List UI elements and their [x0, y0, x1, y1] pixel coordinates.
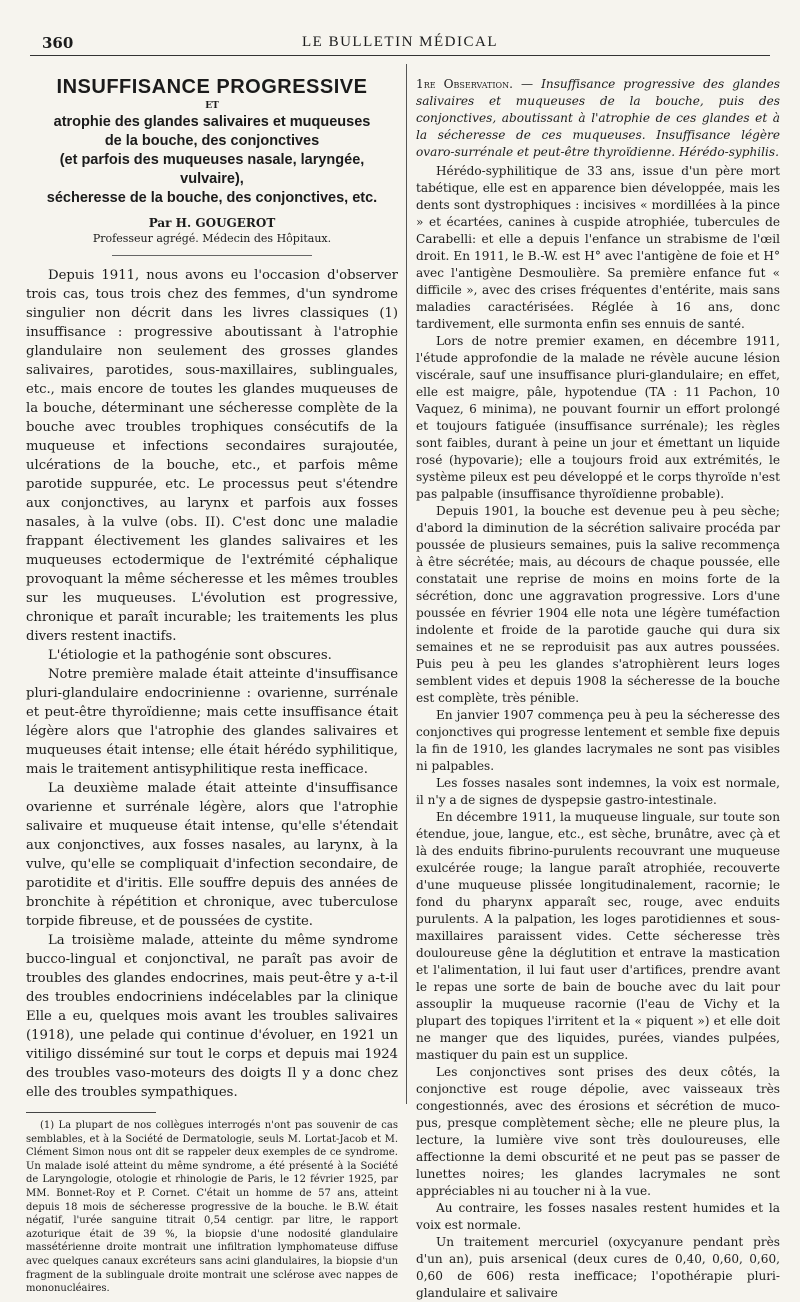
body-paragraph: Depuis 1911, nous avons eu l'occasion d'observer trois cas, tous trois chez des femmes, d'un syndrome singulier non décrit dans les livres classiques (1) insuffisance : progressive aboutissant à l'atrophie glandulaire non seulement des grosses glandes salivaires, parotides, sous-maxillaires, sublinguales, etc., mais encore de toutes les glandes muqueuses de la bouche, déterminant une sécheresse complète de la bouche avec troubles trophiques consécutifs de la muqueuse et infections secondaires surajoutée, ulcérations de la bouche, etc., et parfois même parotide suppurée, etc. Le processus peut s'étendre aux conjonctives, au larynx et parfois aux fosses nasales, à la vulve (obs. II). C'est donc une maladie frappant électivement les glandes salivaires et les muqueuses ectodermique de l'extrémité céphalique provoquant la même sécheresse et les mêmes troubles sur les muqueuses. L'évolution est progressive, chronique et paraît incurable; les traitements les plus divers restent inactifs.	[26, 268, 398, 644]
body-paragraph: En décembre 1911, la muqueuse linguale, sur toute son étendue, joue, langue, etc., est sèche, brunâtre, avec çà et là des enduits fibrino-purulents recouvrant une muqueuse exulcérée rouge; la langue paraît atrophiée, recouverte d'une muqueuse plissée longitudinalement, racornie; le fond du pharynx apparaît sec, rouge, avec enduits purulents. A la palpation, les loges parotidiennes et sous-maxillaires paraissent vides. Cette sécheresse très douloureuse gêne la déglutition et entrave la mastication et l'alimentation, il lui faut user d'artifices, prendre avant le repas une sorte de bain de bouche avec du lait pour assouplir la muqueuse racornie (l'eau de Vichy et la plupart des topiques l'irritent et la « piquent ») et elle doit ne manger que des liquides, purées, viandes pulpées, mastiquer du pain est un supplice.	[416, 810, 780, 1062]
observation-summary: — Insuffisance progressive des glandes salivaires et muqueuses de la bouche, puis des conjonctives, aboutissant à l'atrophie de ces glandes et à la sécheresse de ces muqueuses. Insuffisance légère ovaro-surrénale et peut-être thyroïdienne. Hérédo-syphilis.	[416, 77, 780, 159]
article-author: Par H. GOUGEROT	[148, 216, 276, 230]
body-paragraph: Lors de notre premier examen, en décembre 1911, l'étude approfondie de la malade ne révèle aucune lésion viscérale, sauf une insuffisance pluri-glandulaire; en effet, elle est maigre, pâle, hypotendue (TA : 11 Pachon, 10 Vaquez, 6 minima), ne pouvant fournir un effort prolongé et toujours fatiguée (insuffisance surrénale); les règles sont faibles, durant à peine un jour et émettant un liquide rosé (hypovarie); elle a toujours froid aux extrémités, le système pileux est peu développé et le corps thyroïde n'est pas palpable (insuffisance thyroïdienne probable).	[416, 334, 780, 501]
body-paragraph: Hérédo-syphilitique de 33 ans, issue d'un père mort tabétique, elle est en apparence bien développée, mais les dents sont dystrophiques : incisives « mordillées à la pince » et écartées, canines à cuspide atrophiée, tubercules de Carabelli: et elle a depuis l'enfance un strabisme de l'œil droit. En 1911, le B.-W. est H° avec l'antigène de foie et H° avec l'antigène Desmoulière. Sa première enfance fut « difficile », avec des crises fréquentes d'entérite, mais sans maladies caractérisées. Réglée à 16 ans, donc tardivement, elle surmonta enfin ses ennuis de santé.	[416, 164, 780, 331]
footnote: (1) La plupart de nos collègues interrogés n'ont pas souvenir de cas semblables, et à la Société de Dermatologie, seuls M. Lortat-Jacob et M. Clément Simon nous ont dit se rappeler deux exemples de ce syndrome. Un malade isolé atteint du même syndrome, a été présenté à la Société de Laryngologie, otologie et rhinologie de Paris, le 12 février 1925, par MM. Bonnet-Roy et P. Cornet. C'était un homme de 57 ans, atteint depuis 18 mois de sécheresse progressive de la bouche. le B.W. était négatif, l'urée sanguine titrait 0,54 centigr. par litre, le rapport azoturique était de 39 %, la biopsie d'une nodosité glandulaire massétérienne droite montrait une infiltration lymphomateuse diffuse avec quelques canaux excréteurs sans acini glandulaires, la biopsie d'un fragment de la sublinguale droite montrait une sclérose avec nappes de mononucléaires.	[26, 1120, 398, 1295]
footnote-rule	[26, 1112, 156, 1113]
body-paragraph: En janvier 1907 commença peu à peu la sécheresse des conjonctives qui progresse lentement et semble fixe depuis la fin de 1910, les glandes lacrymales ne sont pas visibles ni palpables.	[416, 708, 780, 773]
left-body-text	[26, 266, 398, 1102]
right-body-text	[416, 76, 780, 1302]
subtitle-line: sécheresse de la bouche, des conjonctives, etc.	[46, 190, 378, 206]
body-paragraph: Depuis 1901, la bouche est devenue peu à peu sèche; d'abord la diminution de la sécrétion salivaire procéda par poussée de plusieurs semaines, puis la salive recommença à être sécrétée; mais, au décours de chaque poussée, elle constatait une reprise de moins en moins forte de la sécrétion, donc une aggravation progressive. Lors d'une poussée en février 1904 elle nota une légère tuméfaction indolente et froide de la parotide gauche qui dura six semaines et ne se reproduisit pas aux autres poussées. Puis peu à peu les glandes s'atrophièrent leurs loges semblent vides et depuis 1908 la sécheresse de la bouche est complète, très pénible.	[416, 504, 780, 705]
subtitle-line: atrophie des glandes salivaires et muqueuses	[53, 114, 371, 130]
body-paragraph: Au contraire, les fosses nasales restent humides et la voix est normale.	[416, 1201, 780, 1232]
left-column	[26, 76, 398, 1296]
body-paragraph: L'étiologie et la pathogénie sont obscures.	[48, 648, 332, 663]
author-affiliation: Professeur agrégé. Médecin des Hôpitaux.	[92, 232, 332, 245]
article-title: INSUFFISANCE PROGRESSIVE	[56, 76, 368, 98]
subtitle-line: de la bouche, des conjonctives	[104, 133, 320, 149]
body-paragraph: Les conjonctives sont prises des deux côtés, la conjonctive est rouge dépolie, avec vaisseaux très congestionnés, avec des érosions et sécrétion de muco-pus, presque complètement sèche; elle ne pleure plus, la lecture, la lumière vive sont très douloureuses, elle affectionne la demi obscurité et ne peut pas se passer de lunettes noires; les glandes lacrymales ne sont appréciables ni au toucher ni à la vue.	[416, 1065, 780, 1198]
title-connector: ET	[205, 101, 219, 111]
column-divider	[406, 64, 407, 1104]
subtitle-line: (et parfois des muqueuses nasale, laryngée, vulvaire),	[59, 152, 365, 187]
body-paragraph: Notre première malade était atteinte d'insuffisance pluri-glandulaire endocrinienne : ovarienne, surrénale et peut-être thyroïdienne; mais cette insuffisance était légère alors que l'atrophie des glandes salivaires et muqueuses était intense; elle était hérédo syphilitique, mais le traitement antisyphilitique resta inefficace.	[26, 667, 398, 777]
body-paragraph: La deuxième malade était atteinte d'insuffisance ovarienne et surrénale légère, alors que l'atrophie salivaire et muqueuse était intense, qu'elle s'étendait aux conjonctives, aux fosses nasales, au larynx, à la vulve, qu'elle se compliquait d'infection secondaire, de parotidite et d'iritis. Elle souffre depuis des années de bronchite à répétition et chronique, avec tuberculose torpide fibreuse, et de poussées de cystite.	[26, 781, 398, 929]
article-subtitle	[26, 113, 398, 208]
body-paragraph: Les fosses nasales sont indemnes, la voix est normale, il n'y a de signes de dyspepsie gastro-intestinale.	[416, 776, 780, 807]
page-number: 360	[42, 34, 74, 52]
right-column	[416, 76, 780, 1302]
title-separator	[112, 255, 312, 256]
observation-heading	[416, 76, 780, 161]
body-paragraph: Un traitement mercuriel (oxycyanure pendant près d'un an), puis arsenical (deux cures de 0,40, 0,60, 0,60, 0,60 de 606) resta inefficace; l'opothérapie pluri-glandulaire et salivaire	[416, 1235, 780, 1300]
observation-label: 1re Observation.	[416, 77, 513, 91]
running-header	[30, 34, 770, 56]
body-paragraph: La troisième malade, atteinte du même syndrome bucco-lingual et conjonctival, ne paraît pas avoir de troubles des glandes endocrines, mais peut-être y a-t-il des troubles endocriniens indécelables par la clinique Elle a eu, quelques mois avant les troubles salivaires (1918), une pelade qui continue d'évoluer, en 1921 un vitiligo disséminé sur tout le corps et depuis mai 1924 des troubles vaso-moteurs des doigts Il y a donc chez elle des troubles sympathiques.	[26, 933, 398, 1100]
journal-title: LE BULLETIN MÉDICAL	[302, 34, 498, 50]
